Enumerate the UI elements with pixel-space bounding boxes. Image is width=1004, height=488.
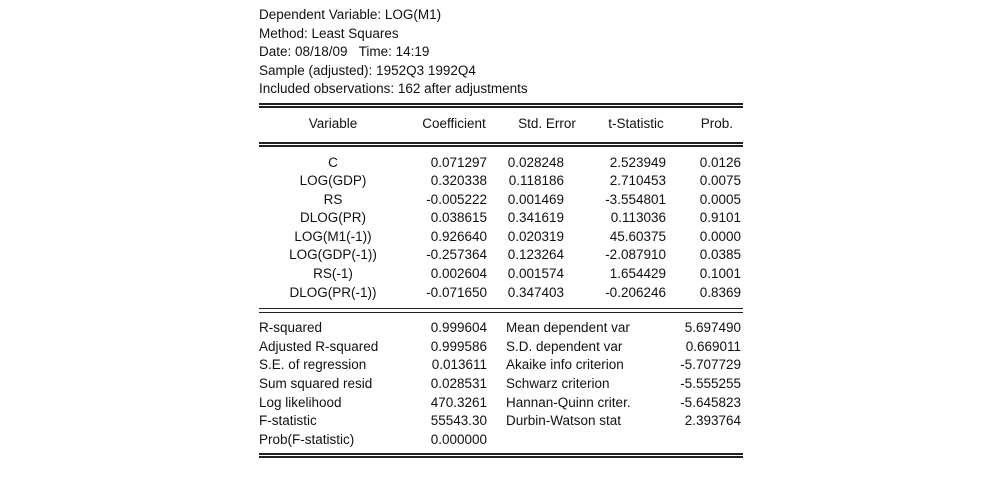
coefficient-cell: -0.005222 — [426, 191, 487, 207]
coefficient-row — [259, 246, 743, 265]
t-statistic-cell: 0.113036 — [610, 210, 666, 226]
std-error-cell: 0.001469 — [507, 191, 564, 207]
stat-value: 470.3261 — [430, 394, 487, 410]
stat-label: Adjusted R-squared — [259, 338, 379, 354]
variable-cell: DLOG(PR(-1)) — [289, 284, 377, 300]
column-header-coefficient: Coefficient — [422, 115, 486, 131]
std-error-cell: 0.020319 — [507, 228, 564, 244]
column-header-std-error: Std. Error — [518, 115, 576, 131]
regression-output — [259, 6, 743, 458]
stat-value: 55543.30 — [430, 413, 487, 429]
coefficient-cell: 0.926640 — [430, 228, 487, 244]
coefficient-row — [259, 154, 743, 173]
stat-value: 0.669011 — [685, 338, 741, 354]
coefficient-cell: -0.257364 — [426, 247, 487, 263]
double-rule — [259, 142, 743, 147]
stat-value: 5.697490 — [684, 320, 741, 336]
stat-value: 0.013611 — [431, 357, 487, 373]
dependent-variable-line: Dependent Variable: LOG(M1) — [259, 7, 442, 22]
coefficient-cell: -0.071650 — [426, 284, 487, 300]
prob-cell: 0.0005 — [699, 191, 741, 207]
t-statistic-cell: 2.523949 — [609, 154, 666, 170]
variable-cell: LOG(GDP(-1)) — [289, 247, 377, 263]
stat-label: Durbin-Watson stat — [506, 413, 622, 429]
observations-line: Included observations: 162 after adjustments — [259, 81, 528, 96]
std-error-cell: 0.341619 — [507, 210, 564, 226]
column-header-prob: Prob. — [700, 115, 733, 131]
stat-label: Hannan-Quinn criter. — [506, 394, 631, 410]
stat-label: R-squared — [259, 320, 323, 336]
stat-label: F-statistic — [259, 413, 317, 429]
t-statistic-cell: -3.554801 — [605, 191, 666, 207]
coefficient-cell: 0.038615 — [430, 210, 487, 226]
stat-label: Schwarz criterion — [506, 376, 610, 392]
variable-cell: RS — [323, 191, 343, 207]
stat-value: 0.028531 — [430, 376, 487, 392]
column-header-t-statistic: t-Statistic — [608, 115, 664, 131]
output-header — [259, 6, 743, 99]
variable-cell: LOG(M1(-1)) — [294, 228, 372, 244]
summary-row — [259, 338, 743, 357]
double-rule — [259, 103, 743, 108]
coefficient-table — [259, 154, 743, 303]
std-error-cell: 0.028248 — [507, 154, 564, 170]
prob-cell: 0.0385 — [699, 247, 741, 263]
stat-value: 0.000000 — [430, 431, 487, 447]
stat-value: 2.393764 — [684, 413, 741, 429]
t-statistic-cell: 45.60375 — [609, 228, 666, 244]
coefficient-cell: 0.002604 — [430, 266, 487, 282]
prob-cell: 0.8369 — [699, 284, 741, 300]
summary-row — [259, 319, 743, 338]
std-error-cell: 0.118186 — [508, 173, 564, 189]
summary-row — [259, 431, 743, 450]
variable-cell: LOG(GDP) — [299, 173, 367, 189]
coefficient-row — [259, 172, 743, 191]
column-header-variable: Variable — [308, 115, 358, 131]
coefficient-row — [259, 228, 743, 247]
summary-statistics — [259, 319, 743, 449]
stat-label: Mean dependent var — [506, 320, 630, 336]
stat-value: 0.999604 — [430, 320, 487, 336]
prob-cell: 0.0126 — [699, 154, 741, 170]
stat-value: -5.555255 — [680, 376, 741, 392]
stat-value: -5.707729 — [680, 357, 741, 373]
summary-row — [259, 394, 743, 413]
stat-label: Prob(F-statistic) — [259, 431, 355, 447]
sample-line: Sample (adjusted): 1952Q3 1992Q4 — [259, 62, 476, 78]
prob-cell: 0.1001 — [699, 266, 741, 282]
summary-row — [259, 356, 743, 375]
coefficient-row — [259, 265, 743, 284]
summary-row — [259, 412, 743, 431]
t-statistic-cell: 1.654429 — [609, 266, 666, 282]
stat-label: Akaike info criterion — [506, 357, 624, 373]
variable-cell: RS(-1) — [313, 266, 353, 282]
prob-cell: 0.9101 — [699, 210, 741, 226]
date-time-line: Date: 08/18/09 Time: 14:19 — [259, 44, 430, 59]
std-error-cell: 0.001574 — [507, 266, 564, 282]
coefficient-row — [259, 191, 743, 210]
method-line: Method: Least Squares — [259, 25, 399, 41]
stat-value: -5.645823 — [680, 394, 741, 410]
single-rule — [259, 312, 743, 313]
std-error-cell: 0.123264 — [507, 247, 564, 263]
stat-label: Log likelihood — [259, 394, 342, 410]
coefficient-cell: 0.320338 — [430, 173, 487, 189]
double-rule — [259, 453, 743, 458]
summary-row — [259, 375, 743, 394]
t-statistic-cell: -0.206246 — [605, 284, 666, 300]
single-rule — [259, 308, 743, 309]
prob-cell: 0.0075 — [699, 173, 741, 189]
std-error-cell: 0.347403 — [507, 284, 564, 300]
stat-label: Sum squared resid — [259, 376, 373, 392]
coefficient-cell: 0.071297 — [430, 154, 487, 170]
coefficient-row — [259, 284, 743, 303]
coefficient-row — [259, 209, 743, 228]
t-statistic-cell: 2.710453 — [609, 173, 666, 189]
variable-cell: C — [328, 154, 338, 170]
variable-cell: DLOG(PR) — [299, 210, 366, 226]
stat-label: S.D. dependent var — [506, 338, 623, 354]
stat-value: 0.999586 — [430, 338, 487, 354]
stat-label: S.E. of regression — [259, 357, 367, 373]
prob-cell: 0.0000 — [699, 228, 741, 244]
column-header-row — [259, 115, 743, 135]
t-statistic-cell: -2.087910 — [605, 247, 666, 263]
